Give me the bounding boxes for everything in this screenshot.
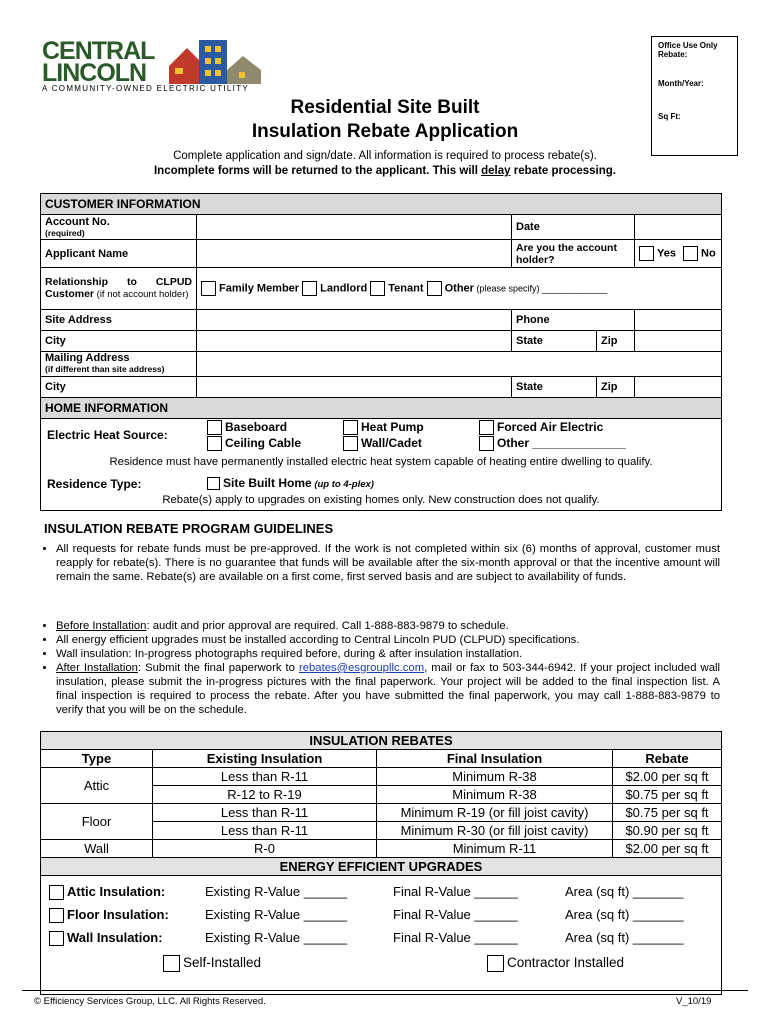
site-address-label: Site Address (41, 310, 197, 331)
applicant-input[interactable] (197, 240, 512, 268)
rebates-email-link[interactable]: rebates@esgroupllc.com (298, 662, 425, 674)
attic-upgrade (49, 884, 165, 900)
heatpump-option (343, 420, 424, 435)
attic-upgrade-checkbox[interactable] (49, 885, 64, 900)
site-built-option (207, 476, 374, 490)
landlord-label: Landlord (320, 282, 368, 295)
floor-final-field[interactable]: Final R-Value ______ (393, 907, 518, 922)
wall-upgrade-label: Wall Insulation: (67, 930, 163, 945)
attic-area-field[interactable]: Area (sq ft) _______ (565, 884, 684, 899)
cell-existing: Less than R-11 (153, 822, 377, 840)
account-text: Account No. (45, 216, 110, 228)
relationship-label (41, 268, 197, 310)
contractor-checkbox[interactable] (487, 955, 504, 972)
cell-final: Minimum R-19 (or fill joist cavity) (377, 804, 613, 822)
wall-existing-field[interactable]: Existing R-Value ______ (205, 930, 348, 945)
before-install-label: Before Installation (56, 620, 147, 632)
contractor-option (487, 955, 624, 972)
upgrades-block (41, 876, 722, 995)
version: V_10/19 (676, 996, 712, 1007)
cell-rebate: $0.75 per sq ft (613, 804, 722, 822)
type-wall: Wall (41, 840, 153, 858)
tenant-checkbox[interactable] (370, 281, 385, 296)
phone-input[interactable] (635, 310, 722, 331)
floor-existing-field[interactable]: Existing R-Value ______ (205, 907, 348, 922)
mailing-state-label: State (512, 377, 597, 398)
heatpump-label: Heat Pump (361, 420, 424, 434)
title-line-2: Insulation Rebate Application (251, 121, 519, 142)
residence-type-row (41, 473, 722, 511)
col-final: Final Insulation (377, 750, 613, 768)
zip-label: Zip (597, 331, 635, 352)
guideline-3: • All energy efficient upgrades must be installed according to Central Lincoln PUD (CLPUD) specifications. (56, 633, 720, 647)
cell-existing: Less than R-11 (153, 804, 377, 822)
heatpump-checkbox[interactable] (343, 420, 358, 435)
guideline-1: • All requests for rebate funds must be pre-approved. If the work is not completed within six (6) months of approval, customer must reapply for rebate(s). There is no guarantee that funds will be available after the six-month approval or that the incentive amount will remain the same. Rebate(s) are available on a first come, first served basis and are subject to availability of funds. (56, 542, 720, 584)
tenant-label: Tenant (388, 282, 424, 295)
mailing-city-input[interactable] (197, 377, 512, 398)
holder-options (635, 240, 722, 268)
other-heat-label: Other ______________ (497, 436, 626, 450)
cell-final: Minimum R-11 (377, 840, 613, 858)
site-address-input[interactable] (197, 310, 512, 331)
guideline-2 (56, 619, 720, 633)
office-use-box (651, 36, 738, 156)
customer-section-title: CUSTOMER INFORMATION (41, 194, 722, 215)
relationship-text: Relationship to CLPUD Customer (45, 276, 192, 300)
cell-existing: Less than R-11 (153, 768, 377, 786)
wall-upgrade (49, 930, 163, 946)
mailing-note: (if different than site address) (45, 364, 165, 374)
table-row (41, 804, 722, 822)
mailing-city-label: City (41, 377, 197, 398)
logo-line-2: LINCOLN (42, 59, 147, 87)
tagline: A COMMUNITY-OWNED ELECTRIC UTILITY (42, 84, 250, 93)
intro-line-1: Complete application and sign/date. All information is required to process rebate(s). (173, 150, 597, 162)
date-input[interactable] (635, 215, 722, 240)
account-label (41, 215, 197, 240)
relationship-note: (if not account holder) (94, 289, 189, 300)
other-heat-checkbox[interactable] (479, 436, 494, 451)
copyright: © Efficiency Services Group, LLC. All Rights Reserved. (34, 996, 266, 1007)
guidelines-title: INSULATION REBATE PROGRAM GUIDELINES (44, 521, 334, 536)
heat-note: Residence must have permanently installed electric heat system capable of heating entire dwelling to qualify. (109, 456, 653, 468)
wall-option (343, 436, 422, 451)
heat-source-label: Electric Heat Source: (47, 428, 168, 442)
family-checkbox[interactable] (201, 281, 216, 296)
application-form (40, 193, 722, 511)
attic-upgrade-label: Attic Insulation: (67, 884, 166, 899)
family-label: Family Member (219, 282, 300, 295)
other-label: Other (444, 282, 474, 295)
wall-upgrade-checkbox[interactable] (49, 931, 64, 946)
upgrades-title: ENERGY EFFICIENT UPGRADES (41, 858, 722, 876)
col-existing: Existing Insulation (153, 750, 377, 768)
account-input[interactable] (197, 215, 512, 240)
forced-checkbox[interactable] (479, 420, 494, 435)
ceiling-option (207, 436, 301, 451)
zip-input[interactable] (635, 331, 722, 352)
cell-final: Minimum R-30 (or fill joist cavity) (377, 822, 613, 840)
cell-final: Minimum R-38 (377, 786, 613, 804)
floor-upgrade (49, 907, 169, 923)
baseboard-checkbox[interactable] (207, 420, 222, 435)
floor-upgrade-checkbox[interactable] (49, 908, 64, 923)
cell-final: Minimum R-38 (377, 768, 613, 786)
type-attic: Attic (41, 768, 153, 804)
self-installed-label: Self-Installed (183, 955, 262, 971)
guideline-5 (56, 661, 720, 717)
table-row (41, 840, 722, 858)
yes-checkbox[interactable] (639, 246, 654, 261)
col-type: Type (41, 750, 153, 768)
title-line-1: Residential Site Built (290, 97, 480, 118)
ceiling-label: Ceiling Cable (225, 436, 302, 450)
guidelines-list-2 (34, 619, 720, 717)
logo-line-1: CENTRAL (42, 37, 155, 65)
floor-upgrade-label: Floor Insulation: (67, 907, 169, 922)
table-row (41, 768, 722, 786)
residence-type-label: Residence Type: (47, 477, 142, 491)
office-rebate-label: Rebate: (658, 50, 688, 59)
office-use-label: Office Use Only (658, 41, 718, 50)
city-label: City (41, 331, 197, 352)
self-installed-option (163, 955, 261, 972)
site-built-note: (up to 4-plex) (311, 479, 374, 490)
forced-label: Forced Air Electric (497, 420, 604, 434)
cell-rebate: $2.00 per sq ft (613, 768, 722, 786)
city-input[interactable] (197, 331, 512, 352)
residence-note: Rebate(s) apply to upgrades on existing homes only. New construction does not qualify. (162, 494, 600, 506)
houses-icon (165, 38, 265, 86)
date-label: Date (512, 215, 635, 240)
footer-divider (22, 990, 748, 991)
other-specify: (please specify) _____________ (473, 283, 608, 294)
heat-source-row (41, 419, 722, 474)
wall-label: Wall/Cadet (361, 436, 422, 450)
account-required: (required) (45, 228, 85, 238)
wall-final-field[interactable]: Final R-Value ______ (393, 930, 518, 945)
mailing-zip-input[interactable] (635, 377, 722, 398)
other-heat-option (479, 436, 626, 451)
guideline-2-text: : audit and prior approval are required. Call 1-888-883-9879 to schedule. (146, 620, 509, 632)
intro-text-a: Incomplete forms will be returned to the applicant. This will (153, 165, 482, 177)
landlord-checkbox[interactable] (302, 281, 317, 296)
mailing-input[interactable] (197, 352, 722, 377)
wall-area-field[interactable]: Area (sq ft) _______ (565, 930, 684, 945)
mailing-zip-label: Zip (597, 377, 635, 398)
rebates-title: INSULATION REBATES (41, 732, 722, 750)
forced-option (479, 420, 603, 435)
baseboard-option (207, 420, 287, 435)
cell-existing: R-0 (153, 840, 377, 858)
guidelines-list-1 (34, 542, 720, 584)
wall-checkbox[interactable] (343, 436, 358, 451)
col-rebate: Rebate (613, 750, 722, 768)
home-section-title: HOME INFORMATION (41, 398, 722, 419)
intro-line-2 (40, 165, 730, 177)
mailing-text: Mailing Address (45, 352, 130, 364)
rebates-table (40, 731, 722, 995)
mailing-label (41, 352, 197, 377)
attic-final-field[interactable]: Final R-Value ______ (393, 884, 518, 899)
logo (40, 38, 265, 94)
cell-rebate: $0.90 per sq ft (613, 822, 722, 840)
type-floor: Floor (41, 804, 153, 840)
state-label: State (512, 331, 597, 352)
relationship-options (197, 268, 722, 310)
attic-existing-field[interactable]: Existing R-Value ______ (205, 884, 348, 899)
after-install-label: After Installation (56, 662, 138, 674)
intro-delay: delay (481, 165, 511, 177)
guideline-4: • Wall insulation: In-progress photographs required before, during & after insulation installation. (56, 647, 720, 661)
baseboard-label: Baseboard (225, 420, 288, 434)
other-checkbox[interactable] (427, 281, 442, 296)
page-title (200, 96, 570, 144)
yes-label: Yes (657, 247, 676, 260)
no-label: No (701, 247, 716, 260)
intro-text-b: rebate processing. (510, 165, 617, 177)
office-sqft-label: Sq Ft: (658, 112, 681, 121)
cell-rebate: $0.75 per sq ft (613, 786, 722, 804)
self-installed-checkbox[interactable] (163, 955, 180, 972)
contractor-label: Contractor Installed (507, 955, 625, 971)
applicant-label: Applicant Name (41, 240, 197, 268)
cell-existing: R-12 to R-19 (153, 786, 377, 804)
phone-label: Phone (512, 310, 635, 331)
holder-question: Are you the account holder? (512, 240, 635, 268)
cell-rebate: $2.00 per sq ft (613, 840, 722, 858)
floor-area-field[interactable]: Area (sq ft) _______ (565, 907, 684, 922)
guideline-5-text-a: : Submit the final paperwork to (137, 662, 299, 674)
no-checkbox[interactable] (683, 246, 698, 261)
ceiling-checkbox[interactable] (207, 436, 222, 451)
office-month-label: Month/Year: (658, 79, 704, 88)
guideline-5-text-b: , mail or fax to 503-344-6942. If your project included wall insulation, please submit the in-progress pictures with the final paperwork. Your project will be added to the final inspection list. A final inspection is required to process the rebate. After you have submitted the final paperwork, you may call 1-888-883-9879 to verify that you will be on the schedule. (56, 662, 720, 716)
site-built-label: Site Built Home (223, 476, 312, 490)
site-built-checkbox[interactable] (207, 477, 220, 490)
